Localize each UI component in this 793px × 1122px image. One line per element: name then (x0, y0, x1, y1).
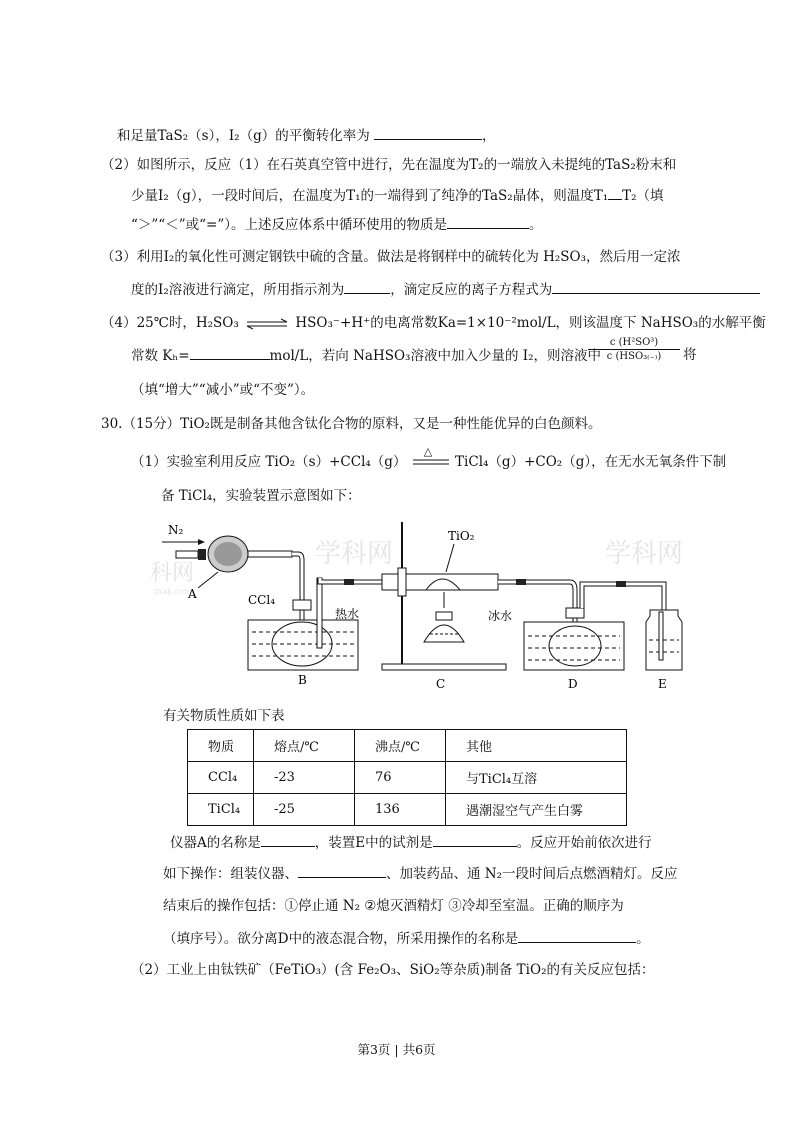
text: “＞”“＜”或“=”）。上述反应体系中循环使用的物质是 (131, 217, 447, 233)
text: 如下操作：组装仪器、 (163, 866, 298, 882)
text: HSO₃⁻+H⁺的电离常数Ka=1×10⁻²mol/L，则该温度下 NaHSO₃的水解平衡 (295, 315, 766, 331)
answer-blank[interactable] (433, 832, 517, 847)
water-bath-b (248, 620, 358, 670)
watermark: 学科网 (315, 539, 394, 569)
answer-blank[interactable] (261, 832, 315, 847)
question-2-line-2 (131, 185, 664, 206)
n2-label: N₂ (168, 523, 184, 537)
equilibrium-arrow-icon (245, 318, 289, 330)
table-cell: -25 (254, 794, 355, 826)
answer-blank[interactable] (552, 279, 760, 294)
answer-blank[interactable] (344, 279, 390, 294)
tube-d-e-inner (582, 584, 664, 612)
text: 。 (528, 217, 543, 233)
watermark: 学科网 (605, 539, 684, 569)
fraction-numerator: c (H²SO³) (588, 336, 680, 350)
tube-a-outlet (248, 551, 292, 557)
outlet-tube-b (317, 578, 322, 648)
leader-a (198, 572, 218, 588)
text: （1）实验室利用反应 TiO₂（s）+CCl₄（g） (131, 454, 407, 470)
label-b: B (298, 673, 307, 687)
answer-blank[interactable] (518, 928, 636, 943)
question-4-line-2 (131, 345, 601, 366)
watermark-url: zxxk.com (154, 587, 192, 596)
question-30-1-line-1 (131, 444, 727, 472)
text: TiCl₄（g）+CO₂（g），在无水无氧条件下制 (455, 454, 727, 470)
watermark: 科网 (150, 561, 195, 586)
stand-base (382, 664, 506, 670)
label-a: A (188, 587, 197, 601)
ice-water-label: 冰水 (488, 609, 513, 623)
stopper-b (293, 600, 311, 610)
delta-icon: △ (423, 444, 433, 458)
text: （填序号）。欲分离D中的液态混合物，所采用操作的名称是 (163, 931, 519, 947)
label-d: D (568, 677, 578, 691)
text: （4）25℃时，H₂SO₃ (101, 315, 239, 331)
concentration-fraction (588, 336, 680, 363)
lamp-neck (436, 612, 452, 620)
table-header-cell: 熔点/℃ (254, 730, 355, 762)
table-cell: 遇潮湿空气产生白雾 (446, 794, 627, 826)
question-2-line-3 (131, 214, 542, 235)
para-line-4 (163, 928, 650, 949)
reaction-equals-icon (411, 456, 451, 470)
table-cell: 76 (355, 762, 446, 794)
tio2-label: TiO₂ (448, 529, 475, 543)
table-intro-text: 有关物质性质如下表 (163, 708, 285, 724)
table-cell: CCl₄ (188, 762, 254, 794)
fraction-denominator: c (HSO₃₍₋₎) (606, 351, 662, 362)
answer-blank[interactable] (447, 214, 529, 229)
question-4-line-1 (101, 313, 766, 333)
table-header-row (188, 730, 627, 762)
answer-blank[interactable] (374, 125, 482, 140)
clamp (398, 568, 406, 596)
text: 将 (683, 347, 697, 363)
para-line-3: 结束后的操作包括：①停止通 N₂ ②熄灭酒精灯 ③冷却至室温。正确的顺序为 (163, 898, 624, 914)
text-line (117, 125, 496, 146)
hot-water-label: 热水 (335, 607, 360, 621)
table-row (188, 762, 627, 794)
apparatus-diagram (150, 512, 710, 692)
question-4-line-3: （填“增大”“减小”或“不变”）。 (131, 382, 315, 398)
table-row (188, 794, 627, 826)
text: 度的I₂溶液进行滴定，所用指示剂为 (131, 282, 345, 298)
text: 少量I₂（g），一段时间后，在温度为T₁的一端得到了纯净的TaS₂晶体，则温度T₁ (131, 188, 609, 204)
text: 。反应开始前依次进行 (516, 835, 652, 851)
stopper-a (198, 549, 206, 560)
answer-blank[interactable] (190, 345, 270, 360)
table-header-cell: 物质 (188, 730, 254, 762)
answer-blank[interactable] (608, 185, 622, 200)
label-c: C (436, 677, 446, 691)
question-30-2-line: （2）工业上由钛铁矿（FeTiO₃）(含 Fe₂O₃、SiO₂等杂质)制备 TiO₂的有关反应包括： (131, 962, 655, 978)
connector (344, 579, 354, 585)
answer-blank[interactable] (298, 863, 386, 878)
connector (616, 581, 626, 587)
text: mol/L，若向 NaHSO₃溶液中加入少量的 I₂，则溶液中 (269, 348, 601, 364)
label-e: E (658, 677, 667, 691)
connector (516, 579, 526, 585)
text: 常数 Kₕ= (131, 348, 190, 364)
leader-tio2 (446, 544, 454, 572)
text: 仪器A的名称是 (170, 835, 261, 851)
tube-d-e (582, 584, 664, 612)
n2-arrowhead (198, 539, 205, 545)
question-3-line-2 (131, 279, 760, 300)
tube-a-inlet (176, 551, 198, 558)
table-cell: 与TiCl₄互溶 (446, 762, 627, 794)
para-line-1 (170, 832, 652, 853)
properties-table (187, 729, 627, 826)
inlet-tube-e (659, 612, 663, 660)
page-footer: 第3页 | 共6页 (357, 1042, 436, 1057)
ice-bath-d (524, 622, 624, 670)
table-header-cell: 沸点/℃ (355, 730, 446, 762)
table-cell: TiCl₄ (188, 794, 254, 826)
text: 和足量TaS₂（s），I₂（g）的平衡转化率为 (117, 128, 370, 144)
question-3-line-1: （3）利用I₂的氧化性可测定钢铁中硫的含量。做法是将钢样中的硫转化为 H₂SO₃，然后用一定浓 (101, 249, 681, 265)
text: 。 (636, 931, 650, 947)
table-header-cell: 其他 (446, 730, 627, 762)
stopper-d (566, 608, 584, 618)
text: ，滴定反应的离子方程式为 (390, 282, 553, 298)
table-cell: -23 (254, 762, 355, 794)
table-cell: 136 (355, 794, 446, 826)
text: ，装置E中的试剂是 (314, 835, 433, 851)
question-30-1-line-2: 备 TiCl₄，实验装置示意图如下： (161, 488, 361, 504)
text: 、加装药品、通 N₂一段时间后点燃酒精灯。反应 (386, 866, 678, 882)
question-30-title: 30.（15分）TiO₂既是制备其他含钛化合物的原料，又是一种性能优异的白色颜料。 (101, 416, 602, 432)
para-line-2 (163, 863, 678, 884)
ccl4-label: CCl₄ (248, 593, 276, 607)
text: ， (482, 128, 496, 144)
text: T₂（填 (622, 188, 664, 204)
desiccant-a (214, 542, 242, 566)
question-2-line-1: （2）如图所示，反应（1）在石英真空管中进行，先在温度为T₂的一端放入未提纯的TaS₂粉末和 (101, 157, 677, 173)
heating-arrow (411, 444, 451, 470)
